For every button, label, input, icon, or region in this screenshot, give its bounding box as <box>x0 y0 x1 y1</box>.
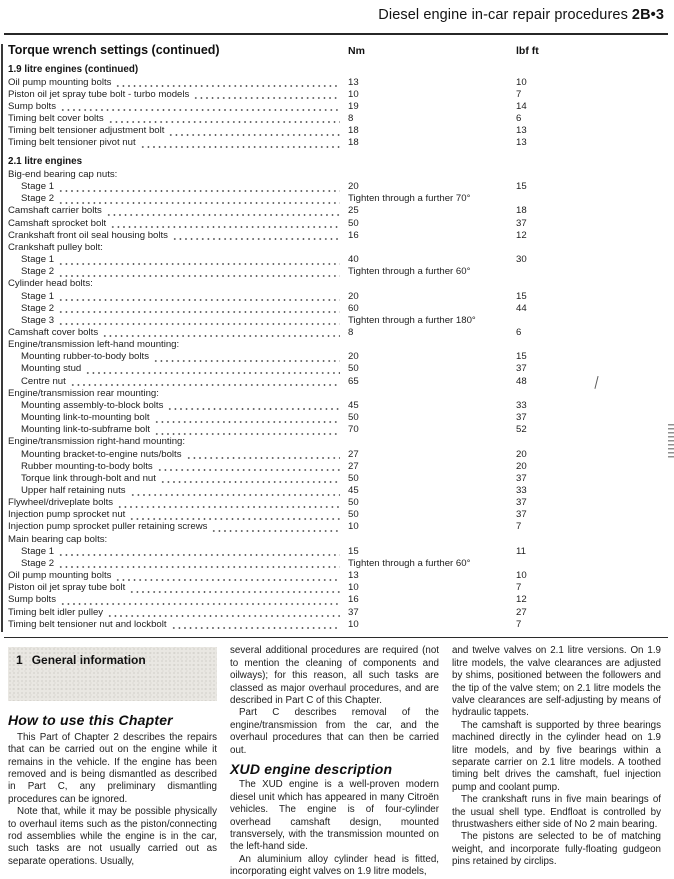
torque-row <box>8 473 666 485</box>
torque-row-label: Stage 3 <box>21 314 55 326</box>
torque-row <box>8 570 666 582</box>
dot-leader <box>168 125 340 137</box>
torque-lbfft-value: 12 <box>516 594 527 606</box>
lbfft-column-header: lbf ft <box>516 45 539 57</box>
dot-leader <box>58 315 340 327</box>
torque-nm-value: 25 <box>348 205 359 217</box>
torque-row-label: Stage 1 <box>21 290 55 302</box>
paragraph: An aluminium alloy cylinder head is fitted, incorporating eight valves on 1.9 litre models, <box>230 853 439 878</box>
torque-row-label: Crankshaft pulley bolt: <box>8 241 103 253</box>
dot-leader <box>58 546 340 558</box>
paragraph: The camshaft is supported by three bearings machined directly in the cylinder head on 1.9 litre models, and by five bearings within a separate carrier on 2.1 litre models. A toothed timing belt drives the camshaft, fuel injection pump and coolant pump. <box>452 719 661 793</box>
dot-leader <box>129 582 340 594</box>
section-title: General information <box>31 653 146 668</box>
torque-nm-value: 19 <box>348 100 359 112</box>
torque-row <box>8 266 666 278</box>
torque-row-label: Stage 2 <box>21 193 55 205</box>
torque-lbfft-value: 33 <box>516 485 527 496</box>
torque-table-rows <box>8 64 666 631</box>
torque-row-label: Camshaft cover bolts <box>8 326 99 338</box>
page-header-text <box>378 7 664 23</box>
torque-nm-value: 13 <box>348 570 359 582</box>
torque-nm-value: 60 <box>348 302 359 314</box>
torque-row <box>8 315 666 327</box>
dot-leader <box>70 376 340 388</box>
torque-row-label: Mounting bracket-to-engine nuts/bolts <box>21 448 182 460</box>
torque-nm-value: 50 <box>348 363 359 375</box>
paragraph: Part C describes removal of the engine/transmission from the car, and the overhaul procedures that can then be carried out. <box>230 707 439 756</box>
torque-nm-value: 8 <box>348 326 354 338</box>
torque-row-label: Timing belt cover bolts <box>8 112 104 124</box>
column2-paragraphs-bottom <box>230 779 439 878</box>
torque-row-label: Sump bolts <box>8 594 56 606</box>
torque-nm-value: 15 <box>348 545 359 557</box>
torque-row-label: Mounting link-to-mounting bolt <box>21 412 150 424</box>
dot-leader <box>58 266 340 278</box>
dot-leader <box>107 607 340 619</box>
torque-row <box>8 339 666 351</box>
section-number: 1 <box>16 653 23 668</box>
dot-leader <box>110 218 340 230</box>
dot-leader <box>58 193 340 205</box>
dot-leader <box>58 254 340 266</box>
torque-row-label: Stage 1 <box>21 181 55 193</box>
torque-nm-value: 10 <box>348 88 359 100</box>
torque-row-label: Camshaft carrier bolts <box>8 205 102 217</box>
torque-row-label: Stage 2 <box>21 557 55 569</box>
torque-lbfft-value: 13 <box>516 125 527 137</box>
table-section-heading: 1.9 litre engines (continued) <box>8 64 139 75</box>
dot-leader <box>129 509 340 521</box>
dot-leader <box>115 77 340 89</box>
torque-nm-value: 50 <box>348 472 359 484</box>
dot-leader <box>60 594 340 606</box>
torque-row-label: Main bearing cap bolts: <box>8 533 108 545</box>
torque-row-label: Mounting assembly-to-block bolts <box>21 399 164 411</box>
torque-row <box>8 582 666 594</box>
torque-row <box>8 303 666 315</box>
torque-row <box>8 449 666 461</box>
dot-leader <box>58 291 340 303</box>
torque-row <box>8 125 666 137</box>
torque-lbfft-value: 44 <box>516 302 527 314</box>
scan-artifact-smudge <box>668 424 674 458</box>
torque-row-label: Stage 1 <box>21 254 55 266</box>
torque-nm-value: 50 <box>348 509 359 521</box>
torque-row <box>8 607 666 619</box>
dot-leader <box>108 113 340 125</box>
torque-lbfft-value: 7 <box>516 88 522 100</box>
dot-leader <box>102 327 340 339</box>
torque-table <box>0 35 674 631</box>
general-info-heading <box>16 654 209 666</box>
paragraph: The pistons are selected to be of matching weight, and incorporate fully-floating gudgeon pins retained by circlips. <box>452 831 661 868</box>
torque-row-label: Engine/transmission right-hand mounting: <box>8 436 186 448</box>
xud-heading: XUD engine description <box>230 761 393 778</box>
torque-lbfft-value: 37 <box>516 509 527 521</box>
torque-lbfft-value: 20 <box>516 448 527 460</box>
torque-lbfft-value: 52 <box>516 424 527 436</box>
torque-nm-value: 16 <box>348 594 359 606</box>
torque-nm-value: 65 <box>348 375 359 387</box>
article-column-3 <box>452 645 661 878</box>
torque-row-label: Torque link through-bolt and nut <box>21 472 156 484</box>
torque-row <box>8 558 666 570</box>
torque-nm-value: 27 <box>348 448 359 460</box>
torque-lbfft-value: 37 <box>516 363 527 375</box>
torque-row <box>8 509 666 521</box>
torque-nm-value: Tighten through a further 60° <box>348 557 471 569</box>
torque-nm-value: 50 <box>348 412 359 424</box>
general-info-box <box>8 647 217 701</box>
torque-row <box>8 351 666 363</box>
torque-row-label: Centre nut <box>21 375 66 387</box>
dot-leader <box>160 473 340 485</box>
paragraph: This Part of Chapter 2 describes the repairs that can be carried out on the engine while it remains in the vehicle. If the engine has been removed and is being dismantled as described in Part C, any preliminary dismantling procedures can be ignored. <box>8 731 217 805</box>
dot-leader <box>130 485 340 497</box>
torque-lbfft-value: 15 <box>516 290 527 302</box>
torque-row <box>8 169 666 181</box>
torque-row <box>8 412 666 424</box>
dot-leader <box>85 363 340 375</box>
torque-row <box>8 193 666 205</box>
torque-row-label: Cylinder head bolts: <box>8 278 93 290</box>
torque-lbfft-value: 7 <box>516 618 522 630</box>
torque-lbfft-value: 13 <box>516 137 527 149</box>
dot-leader <box>58 558 340 570</box>
torque-lbfft-value: 10 <box>516 570 527 582</box>
torque-row <box>8 594 666 606</box>
dot-leader <box>171 619 340 631</box>
torque-nm-value: 70 <box>348 424 359 436</box>
dot-leader <box>167 400 340 412</box>
torque-lbfft-value: 30 <box>516 254 527 266</box>
nm-column-header: Nm <box>348 45 365 57</box>
torque-lbfft-value: 15 <box>516 181 527 193</box>
dot-leader <box>117 497 340 509</box>
torque-row <box>8 113 666 125</box>
torque-lbfft-value: 10 <box>516 76 527 88</box>
torque-row <box>8 424 666 436</box>
dot-leader <box>193 89 340 101</box>
torque-nm-value: 45 <box>348 485 359 496</box>
torque-row <box>8 181 666 193</box>
torque-row-label: Stage 2 <box>21 302 55 314</box>
torque-row-label: Piston oil jet spray tube bolt <box>8 582 126 594</box>
torque-row <box>8 291 666 303</box>
dot-leader <box>140 137 340 149</box>
torque-row <box>8 137 666 149</box>
torque-row-label: Rubber mounting-to-body bolts <box>21 460 153 472</box>
torque-row <box>8 230 666 242</box>
torque-row <box>8 89 666 101</box>
torque-row <box>8 485 666 497</box>
torque-row-label: Camshaft sprocket bolt <box>8 217 107 229</box>
torque-nm-value: 18 <box>348 137 359 149</box>
torque-row <box>8 101 666 113</box>
torque-lbfft-value: 37 <box>516 217 527 229</box>
torque-row <box>8 278 666 290</box>
how-to-heading: How to use this Chapter <box>8 712 173 729</box>
torque-row <box>8 218 666 230</box>
torque-nm-value: 50 <box>348 217 359 229</box>
torque-row-label: Timing belt tensioner pivot nut <box>8 137 136 149</box>
dot-leader <box>115 570 340 582</box>
torque-nm-value: 16 <box>348 229 359 241</box>
torque-lbfft-value: 18 <box>516 205 527 217</box>
torque-row-label: Mounting rubber-to-body bolts <box>21 351 149 363</box>
torque-row-label: Timing belt idler pulley <box>8 606 104 618</box>
torque-nm-value: 40 <box>348 254 359 266</box>
torque-row <box>8 363 666 375</box>
dot-leader <box>106 205 340 217</box>
torque-row-label: Big-end bearing cap nuts: <box>8 168 118 180</box>
torque-row-label: Engine/transmission left-hand mounting: <box>8 339 180 351</box>
dot-leader <box>172 230 340 242</box>
torque-row-label: Crankshaft front oil seal housing bolts <box>8 229 168 241</box>
torque-nm-value: 10 <box>348 618 359 630</box>
torque-nm-value: 27 <box>348 460 359 472</box>
torque-row <box>8 242 666 254</box>
torque-nm-value: 45 <box>348 399 359 411</box>
torque-lbfft-value: 7 <box>516 521 522 533</box>
torque-lbfft-value: 20 <box>516 460 527 472</box>
torque-row <box>8 327 666 339</box>
torque-row-label: Timing belt tensioner adjustment bolt <box>8 125 165 137</box>
torque-row <box>8 205 666 217</box>
dot-leader <box>60 101 340 113</box>
torque-row-label: Oil pump mounting bolts <box>8 76 112 88</box>
torque-lbfft-value: 11 <box>516 545 526 557</box>
page-title: Diesel engine in-car repair procedures <box>378 7 628 23</box>
torque-row-label: Stage 1 <box>21 545 55 557</box>
page-header <box>0 0 674 24</box>
torque-row-label: Oil pump mounting bolts <box>8 570 112 582</box>
dot-leader <box>157 461 340 473</box>
article-column-1 <box>8 645 217 878</box>
torque-nm-value: 10 <box>348 521 359 533</box>
torque-lbfft-value: 7 <box>516 582 522 594</box>
paragraph: several additional procedures are required (not to mention the cleaning of components and oilways); for this reason, all such tasks are classed as major overhaul procedures, and are described in Part C of this Chapter. <box>230 645 439 706</box>
torque-row-label: Mounting link-to-subframe bolt <box>21 424 151 436</box>
dot-leader <box>154 424 340 436</box>
torque-row-label: Timing belt tensioner nut and lockbolt <box>8 618 167 630</box>
column3-paragraphs <box>452 645 661 868</box>
article-columns <box>0 638 674 878</box>
torque-row <box>8 521 666 533</box>
torque-nm-value: 20 <box>348 290 359 302</box>
torque-nm-value: 10 <box>348 582 359 594</box>
torque-row-label: Flywheel/driveplate bolts <box>8 497 114 509</box>
torque-table-header <box>8 43 666 57</box>
torque-row-label: Injection pump sprocket puller retaining screws <box>8 521 208 533</box>
paragraph: Note that, while it may be possible physically to overhaul items such as the piston/connecting rod assemblies while the engine is in the car, such tasks are not usually carried out as separate operations. Usually, <box>8 806 217 867</box>
column2-paragraphs-top <box>230 645 439 757</box>
table-title: Torque wrench settings (continued) <box>8 43 220 57</box>
column1-paragraphs <box>8 732 217 868</box>
torque-row <box>8 254 666 266</box>
dot-leader <box>186 449 340 461</box>
torque-row <box>8 497 666 509</box>
torque-row-label: Engine/transmission rear mounting: <box>8 387 159 399</box>
torque-nm-value: Tighten through a further 60° <box>348 266 471 278</box>
torque-row <box>8 436 666 448</box>
torque-lbfft-value: 6 <box>516 112 522 124</box>
torque-lbfft-value: 37 <box>516 472 527 484</box>
dot-leader <box>58 303 340 315</box>
torque-lbfft-value: 15 <box>516 351 527 363</box>
torque-nm-value: 18 <box>348 125 359 137</box>
torque-lbfft-value: 37 <box>516 412 527 424</box>
dot-leader <box>58 181 340 193</box>
torque-row <box>8 619 666 631</box>
torque-nm-value: 20 <box>348 181 359 193</box>
torque-lbfft-value: 12 <box>516 229 527 241</box>
torque-nm-value: 8 <box>348 112 354 124</box>
torque-row-label: Injection pump sprocket nut <box>8 509 126 521</box>
torque-row <box>8 77 666 89</box>
page-number: 2B•3 <box>631 7 664 23</box>
torque-nm-value: Tighten through a further 70° <box>348 193 471 205</box>
torque-lbfft-value: 6 <box>516 326 522 338</box>
torque-lbfft-value: 48 <box>516 375 527 387</box>
torque-row <box>8 461 666 473</box>
torque-nm-value: 50 <box>348 497 359 509</box>
torque-lbfft-value: 37 <box>516 497 527 509</box>
article-column-2 <box>230 645 439 878</box>
torque-row-label: Stage 2 <box>21 266 55 278</box>
torque-row-label: Sump bolts <box>8 100 56 112</box>
torque-row-label: Mounting stud <box>21 363 82 375</box>
scan-artifact-edge-line <box>1 44 3 632</box>
torque-row <box>8 376 666 388</box>
paragraph: The crankshaft runs in five main bearings of the usual shell type. Endfloat is controlled by thrustwashers either side of No 2 main bearing. <box>452 794 661 831</box>
table-section-heading: 2.1 litre engines <box>8 156 83 168</box>
torque-nm-value: 20 <box>348 351 359 363</box>
dot-leader <box>153 351 340 363</box>
torque-lbfft-value: 27 <box>516 606 527 618</box>
torque-row-label: Piston oil jet spray tube bolt - turbo models <box>8 88 190 100</box>
torque-lbfft-value: 33 <box>516 399 527 411</box>
torque-row <box>8 546 666 558</box>
torque-row-label: Upper half retaining nuts <box>21 485 126 496</box>
torque-row <box>8 534 666 546</box>
torque-nm-value: Tighten through a further 180° <box>348 314 476 326</box>
torque-row <box>8 388 666 400</box>
dot-leader <box>154 412 340 424</box>
torque-nm-value: 13 <box>348 76 359 88</box>
dot-leader <box>211 521 340 533</box>
torque-nm-value: 37 <box>348 606 359 618</box>
paragraph: The XUD engine is a well-proven modern diesel unit which has appeared in many Citroën vehicles. The engine is of four-cylinder overhead camshaft design, mounted transversely, with the transmission mounted on the left-hand side. <box>230 779 439 853</box>
paragraph: and twelve valves on 2.1 litre versions. On 1.9 litre models, the valve clearances are adjusted by shims, positioned between the followers and the tip of the valve stem; on 2.1 litre models the valve clearances are self-adjusting by means of hydraulic tappets. <box>452 645 661 719</box>
torque-row <box>8 400 666 412</box>
torque-lbfft-value: 14 <box>516 100 527 112</box>
